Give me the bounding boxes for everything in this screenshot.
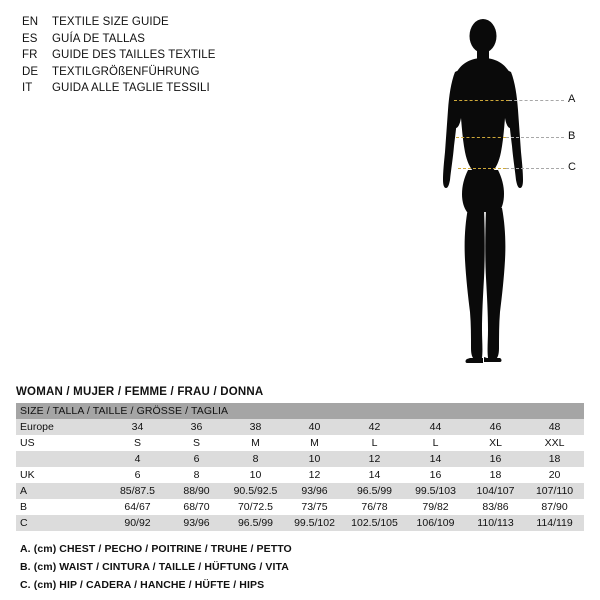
cell: 44: [405, 419, 466, 435]
measure-line-a-yellow: [454, 100, 509, 101]
title-row-fr: [22, 47, 322, 64]
cell: 14: [344, 467, 405, 483]
cell: 46: [466, 419, 525, 435]
title-text-it: GUIDA ALLE TAGLIE TESSILI: [52, 82, 210, 94]
language-code-de: DE: [22, 65, 39, 78]
cell: 8: [167, 467, 226, 483]
row-label: US: [16, 435, 108, 451]
size-table-wrapper: [16, 403, 584, 531]
cell: 107/110: [525, 483, 584, 499]
cell: 85/87.5: [108, 483, 167, 499]
cell: 20: [525, 467, 584, 483]
cell: 18: [466, 467, 525, 483]
measure-line-b: [456, 137, 564, 138]
cell: 12: [285, 467, 344, 483]
cell: 73/75: [285, 499, 344, 515]
language-code-it: IT: [22, 82, 33, 94]
footnotes: [20, 540, 580, 594]
title-text-en: TEXTILE SIZE GUIDE: [52, 16, 169, 28]
row-label: UK: [16, 467, 108, 483]
table-row: [16, 467, 584, 483]
table-row: [16, 419, 584, 435]
measure-line-b-grey: [506, 137, 564, 138]
footnote-b: B. (cm) WAIST / CINTURA / TAILLE / HÜFTUNG / VITA: [20, 561, 289, 573]
measure-line-a-grey: [509, 100, 564, 101]
cell: 64/67: [108, 499, 167, 515]
measure-label-b: B: [568, 130, 576, 142]
title-text-de: TEXTILGRÖßENFÜHRUNG: [52, 65, 200, 78]
table-row: [16, 451, 584, 467]
row-label: B: [16, 499, 108, 515]
footnote-a: A. (cm) CHEST / PECHO / POITRINE / TRUHE / PETTO: [20, 543, 292, 555]
measure-line-c-yellow: [458, 168, 506, 169]
title-text-fr: GUIDE DES TAILLES TEXTILE: [52, 49, 216, 61]
table-row: [16, 515, 584, 531]
cell: 4: [108, 451, 167, 467]
table-row: [16, 435, 584, 451]
table-row: [16, 483, 584, 499]
body-silhouette-icon: [408, 10, 588, 370]
cell: 12: [344, 451, 405, 467]
cell: S: [167, 435, 226, 451]
title-row-en: [22, 14, 322, 31]
row-label: Europe: [16, 419, 108, 435]
title-row-de: [22, 64, 322, 81]
cell: 114/119: [525, 515, 584, 531]
cell: XL: [466, 435, 525, 451]
cell: 18: [525, 451, 584, 467]
language-code-es: ES: [22, 32, 38, 45]
measure-label-c: C: [568, 161, 576, 173]
table-row: [16, 499, 584, 515]
cell: 48: [525, 419, 584, 435]
measure-label-a: A: [568, 93, 576, 105]
cell: 104/107: [466, 483, 525, 499]
cell: 42: [344, 419, 405, 435]
row-label: C: [16, 515, 108, 531]
cell: 93/96: [167, 515, 226, 531]
cell: 70/72.5: [226, 499, 285, 515]
cell: 96.5/99: [344, 483, 405, 499]
cell: 93/96: [285, 483, 344, 499]
cell: 6: [167, 451, 226, 467]
cell: 96.5/99: [226, 515, 285, 531]
language-code-fr: FR: [22, 49, 38, 61]
cell: 99.5/102: [285, 515, 344, 531]
cell: 6: [108, 467, 167, 483]
cell: 10: [285, 451, 344, 467]
cell: 90.5/92.5: [226, 483, 285, 499]
cell: 83/86: [466, 499, 525, 515]
cell: 16: [466, 451, 525, 467]
title-row-es: [22, 31, 322, 48]
cell: 34: [108, 419, 167, 435]
table-header-label: SIZE / TALLA / TAILLE / GRÖSSE / TAGLIA: [16, 403, 584, 419]
cell: M: [226, 435, 285, 451]
measure-line-b-yellow: [456, 137, 506, 138]
cell: 16: [405, 467, 466, 483]
cell: L: [344, 435, 405, 451]
cell: 40: [285, 419, 344, 435]
measure-line-a: [454, 100, 564, 101]
row-label: [16, 451, 108, 467]
cell: XXL: [525, 435, 584, 451]
section-heading-woman: WOMAN / MUJER / FEMME / FRAU / DONNA: [16, 386, 264, 398]
table-header-row: [16, 403, 584, 419]
cell: 68/70: [167, 499, 226, 515]
cell: 14: [405, 451, 466, 467]
title-row-it: [22, 80, 322, 97]
cell: S: [108, 435, 167, 451]
cell: 99.5/103: [405, 483, 466, 499]
cell: 10: [226, 467, 285, 483]
language-code-en: EN: [22, 16, 39, 28]
cell: 87/90: [525, 499, 584, 515]
measure-line-c: [458, 168, 564, 169]
cell: 106/109: [405, 515, 466, 531]
female-body-figure: [408, 10, 588, 370]
cell: 38: [226, 419, 285, 435]
cell: 36: [167, 419, 226, 435]
measure-line-c-grey: [506, 168, 564, 169]
footnote-c: C. (cm) HIP / CADERA / HANCHE / HÜFTE / HIPS: [20, 579, 265, 591]
row-label: A: [16, 483, 108, 499]
title-text-es: GUÍA DE TALLAS: [52, 32, 146, 45]
cell: 102.5/105: [344, 515, 405, 531]
cell: 79/82: [405, 499, 466, 515]
cell: M: [285, 435, 344, 451]
cell: 88/90: [167, 483, 226, 499]
cell: 90/92: [108, 515, 167, 531]
cell: 76/78: [344, 499, 405, 515]
cell: 8: [226, 451, 285, 467]
cell: 110/113: [466, 515, 525, 531]
size-table: [16, 403, 584, 531]
cell: L: [405, 435, 466, 451]
title-block: [22, 14, 322, 97]
